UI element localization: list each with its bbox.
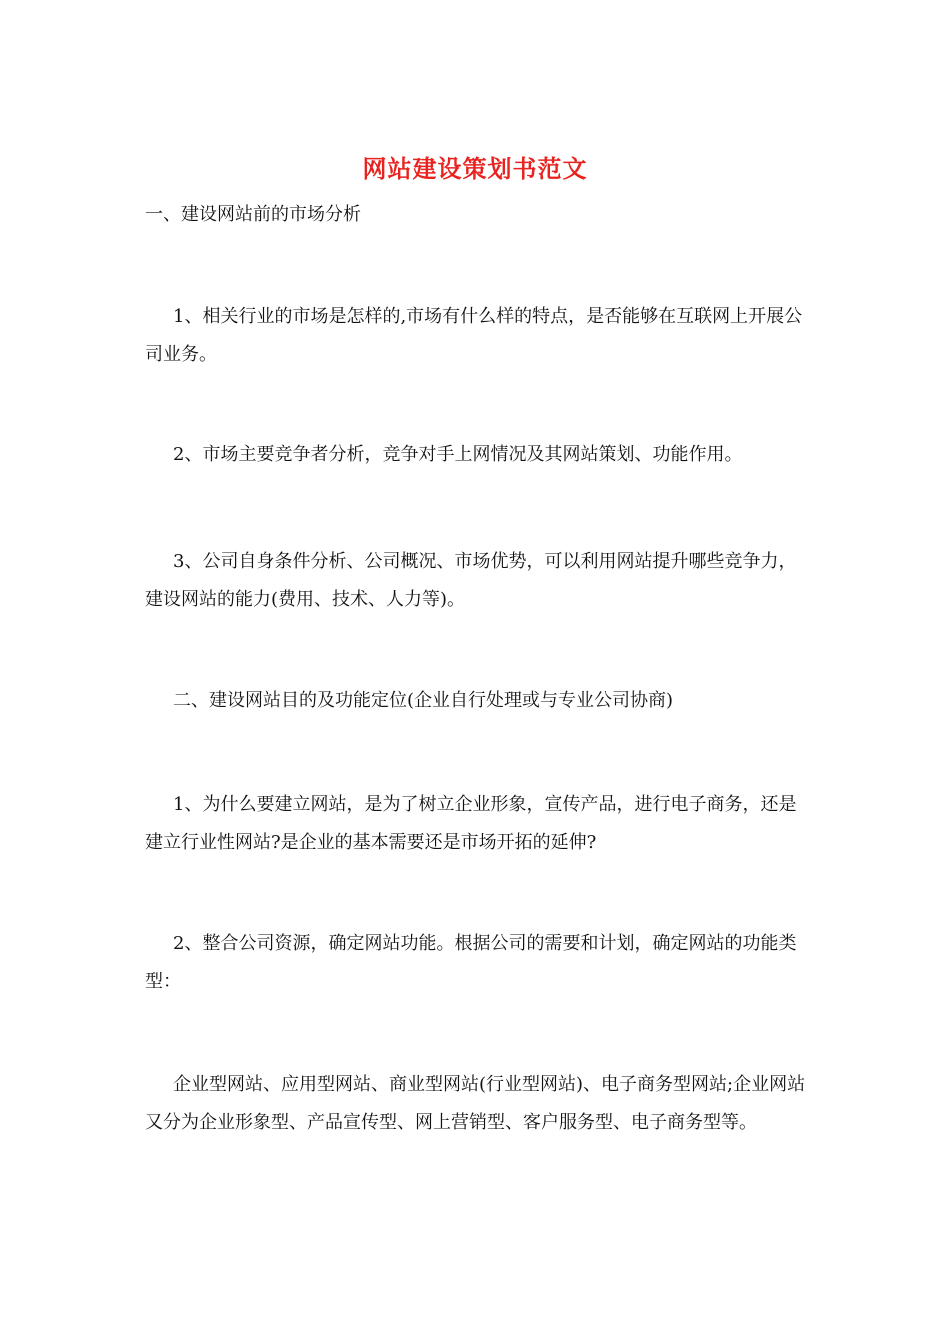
paragraph-1-3: 3、公司自身条件分析、公司概况、市场优势，可以利用网站提升哪些竞争力，建设网站的能力(费用、技术、人力等)。 bbox=[145, 551, 797, 610]
paragraph-1-2: 2、市场主要竞争者分析，竞争对手上网情况及其网站策划、功能作用。 bbox=[173, 444, 743, 465]
document-title: 网站建设策划书范文 bbox=[362, 154, 588, 183]
paragraph-2-3: 企业型网站、应用型网站、商业型网站(行业型网站)、电子商务型网站;企业网站又分为企业形象型、产品宣传型、网上营销型、客户服务型、电子商务型等。 bbox=[145, 1074, 806, 1133]
paragraph-2-1: 1、为什么要建立网站，是为了树立企业形象，宣传产品，进行电子商务，还是建立行业性网站?是企业的基本需要还是市场开拓的延伸? bbox=[145, 794, 797, 853]
paragraph-2-2: 2、整合公司资源，确定网站功能。根据公司的需要和计划，确定网站的功能类型： bbox=[145, 933, 797, 992]
section-heading-1: 一、建设网站前的市场分析 bbox=[145, 204, 361, 225]
section-heading-2: 二、建设网站目的及功能定位(企业自行处理或与专业公司协商) bbox=[173, 690, 674, 711]
paragraph-1-1: 1、相关行业的市场是怎样的,市场有什么样的特点，是否能够在互联网上开展公司业务。 bbox=[145, 306, 803, 365]
